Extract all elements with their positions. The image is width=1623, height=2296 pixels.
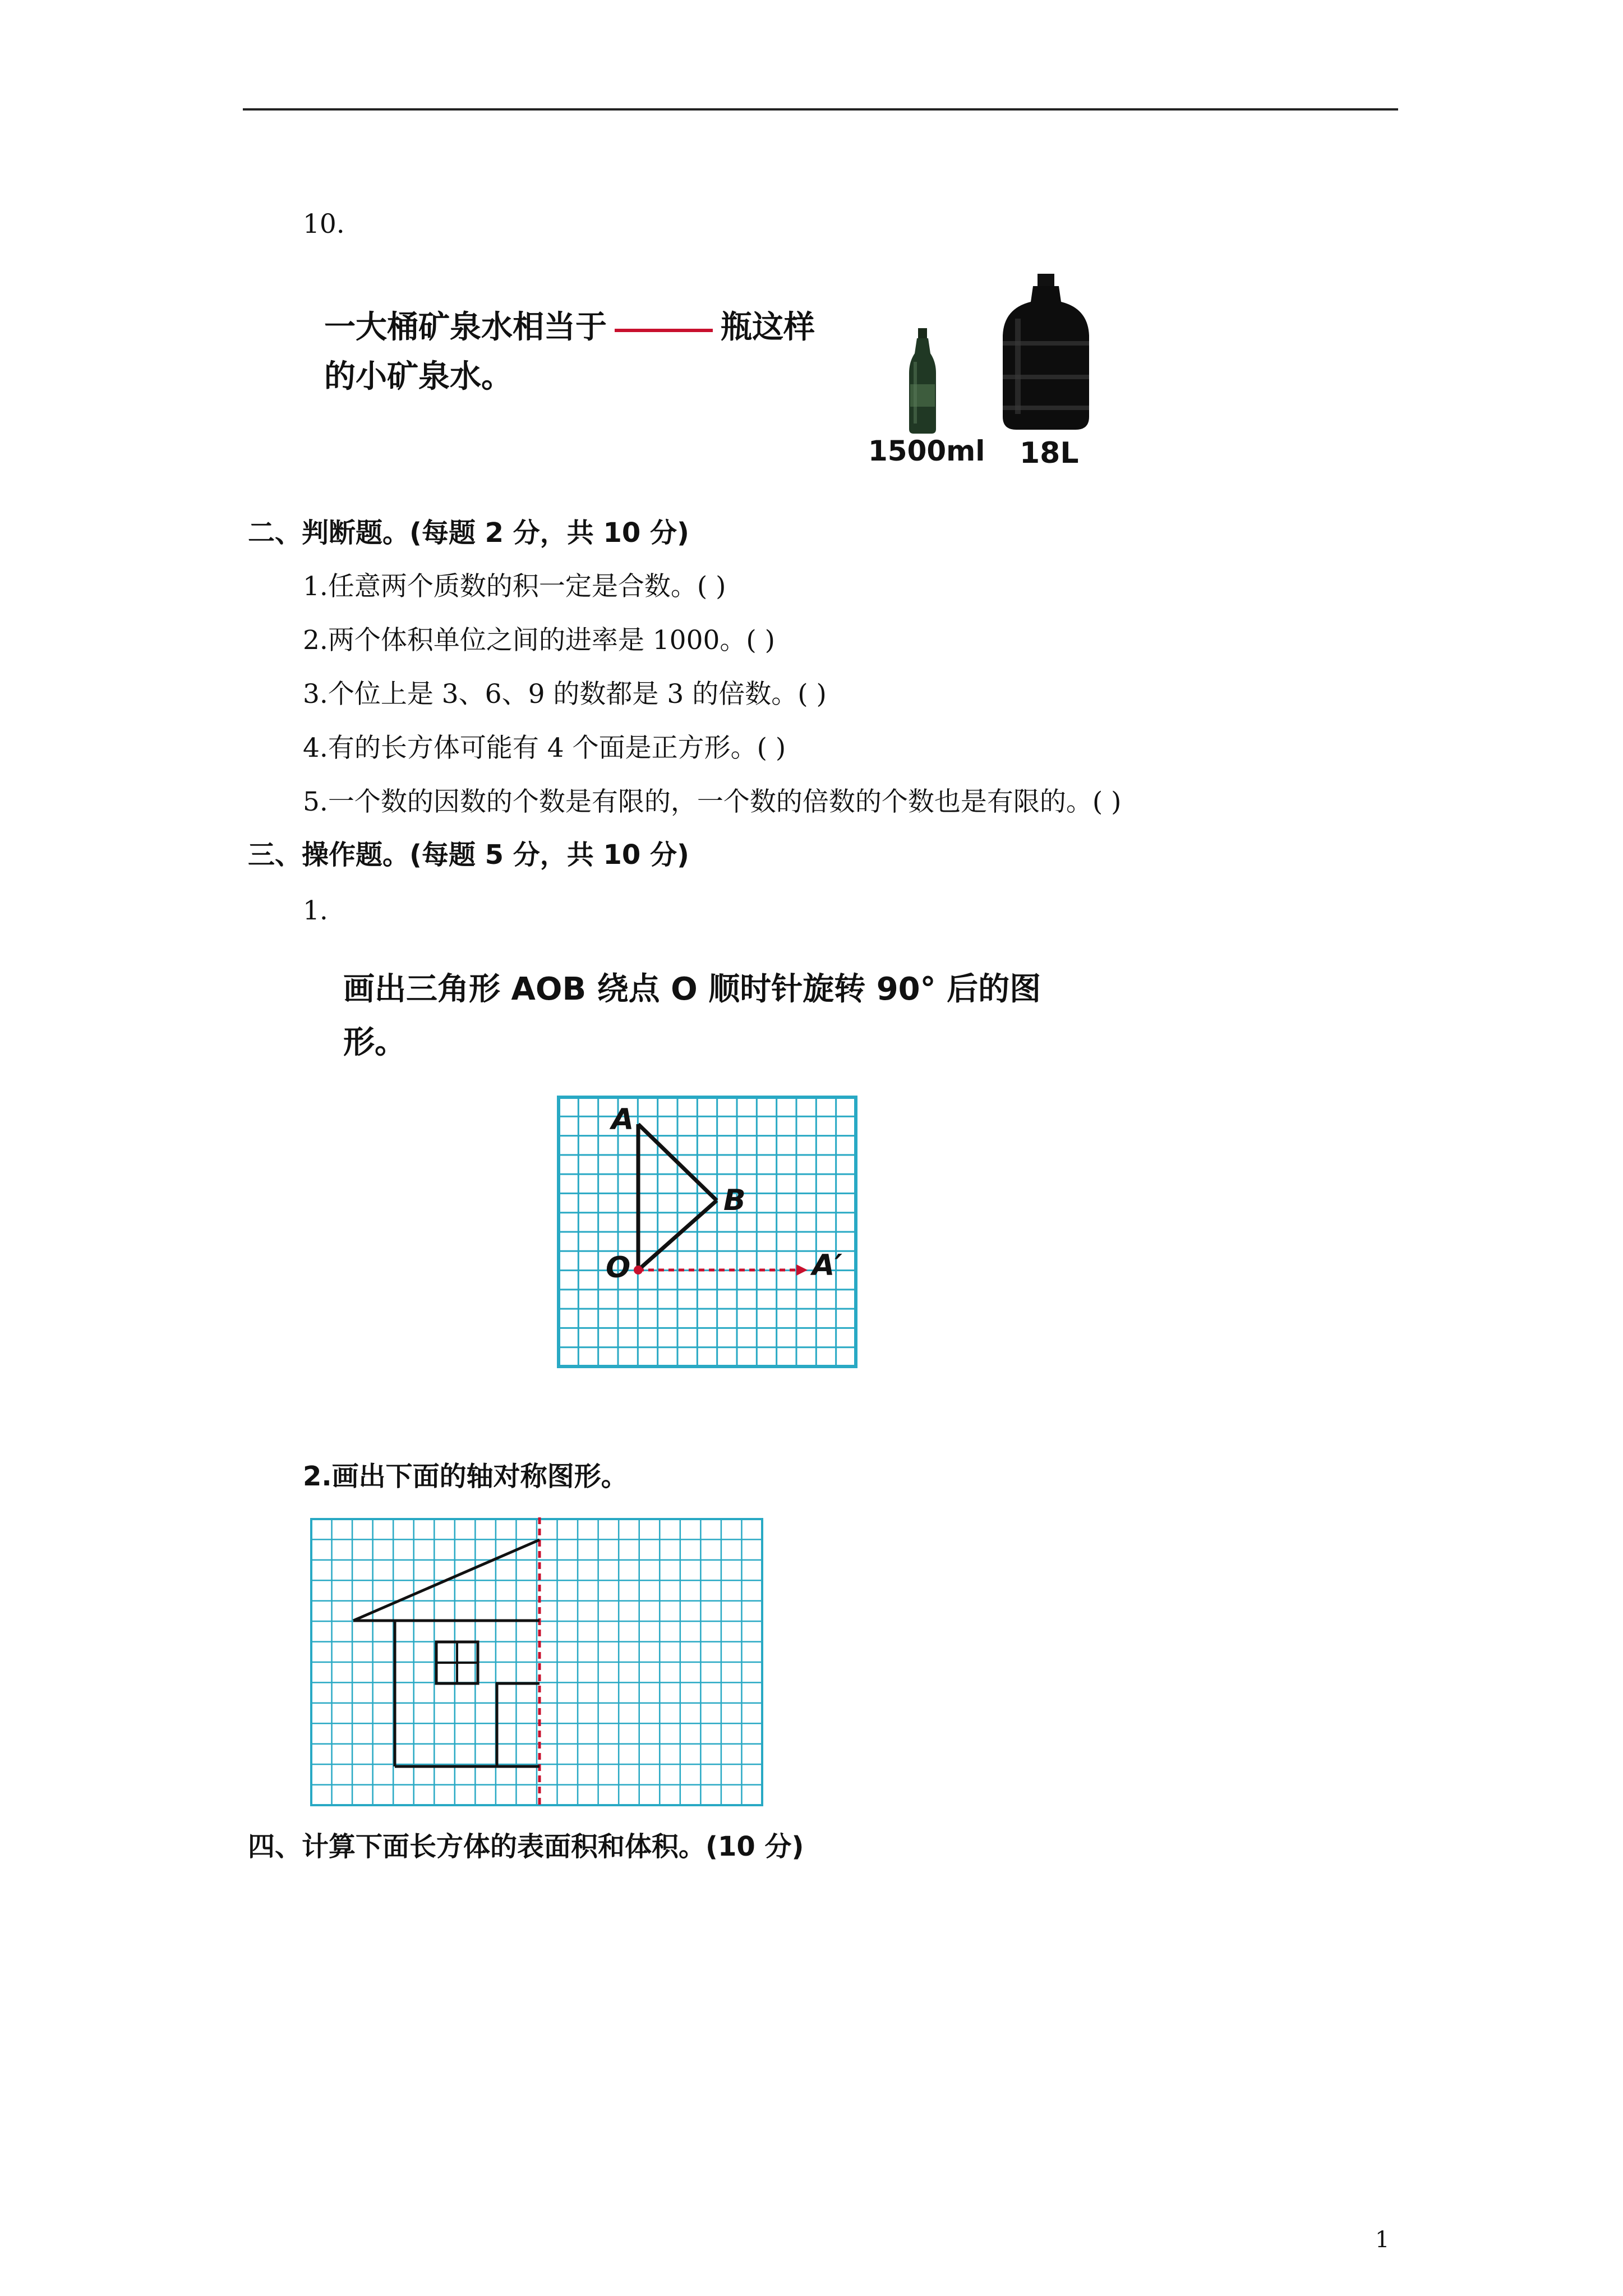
q3-1-number: 1.: [303, 895, 328, 926]
big-bottle-label: 18L: [1020, 436, 1079, 470]
small-bottle-icon: [906, 328, 939, 435]
header-rule: [243, 108, 1398, 111]
answer-blank[interactable]: [615, 329, 713, 332]
rotation-grid: [555, 1094, 863, 1374]
page-number: 1: [1375, 2227, 1390, 2253]
judge-item-1: 1.任意两个质数的积一定是合数。( ): [303, 571, 726, 602]
point-a-label: A: [611, 1103, 634, 1137]
section4-heading: 四、计算下面长方体的表面积和体积。(10 分): [248, 1831, 804, 1862]
section3-heading: 三、操作题。(每题 5 分，共 10 分): [248, 839, 689, 871]
arrow-head-icon: [796, 1264, 808, 1276]
judge-item-3: 3.个位上是 3、6、9 的数都是 3 的倍数。( ): [303, 679, 827, 710]
point-o-label: O: [606, 1251, 631, 1285]
small-bottle-label: 1500ml: [868, 435, 985, 467]
symmetry-grid: [310, 1517, 765, 1809]
q10-number: 10.: [303, 209, 345, 240]
judge-item-2: 2.两个体积单位之间的进率是 1000。( ): [303, 625, 776, 656]
water-jug-icon: [998, 274, 1094, 431]
q10-text-part-b: 瓶这样: [721, 309, 815, 346]
q10-text-line1: [324, 303, 815, 352]
q3-1-text-line2: 形。: [343, 1024, 406, 1061]
q3-1-text-line1: 画出三角形 AOB 绕点 O 顺时针旋转 90° 后的图: [343, 971, 1041, 1007]
point-a-prime-label: A′: [812, 1249, 842, 1282]
door-outline: [497, 1683, 540, 1766]
q3-2-text: 2.画出下面的轴对称图形。: [303, 1461, 628, 1492]
judge-item-4: 4.有的长方体可能有 4 个面是正方形。( ): [303, 733, 786, 763]
judge-item-5: 5.一个数的因数的个数是有限的，一个数的倍数的个数也是有限的。( ): [303, 786, 1122, 817]
point-b-label: B: [723, 1184, 746, 1217]
q10-text-part-a: 一大桶矿泉水相当于: [324, 309, 607, 346]
q10-text-line2: 的小矿泉水。: [324, 358, 513, 395]
section2-heading: 二、判断题。(每题 2 分，共 10 分): [248, 517, 689, 549]
